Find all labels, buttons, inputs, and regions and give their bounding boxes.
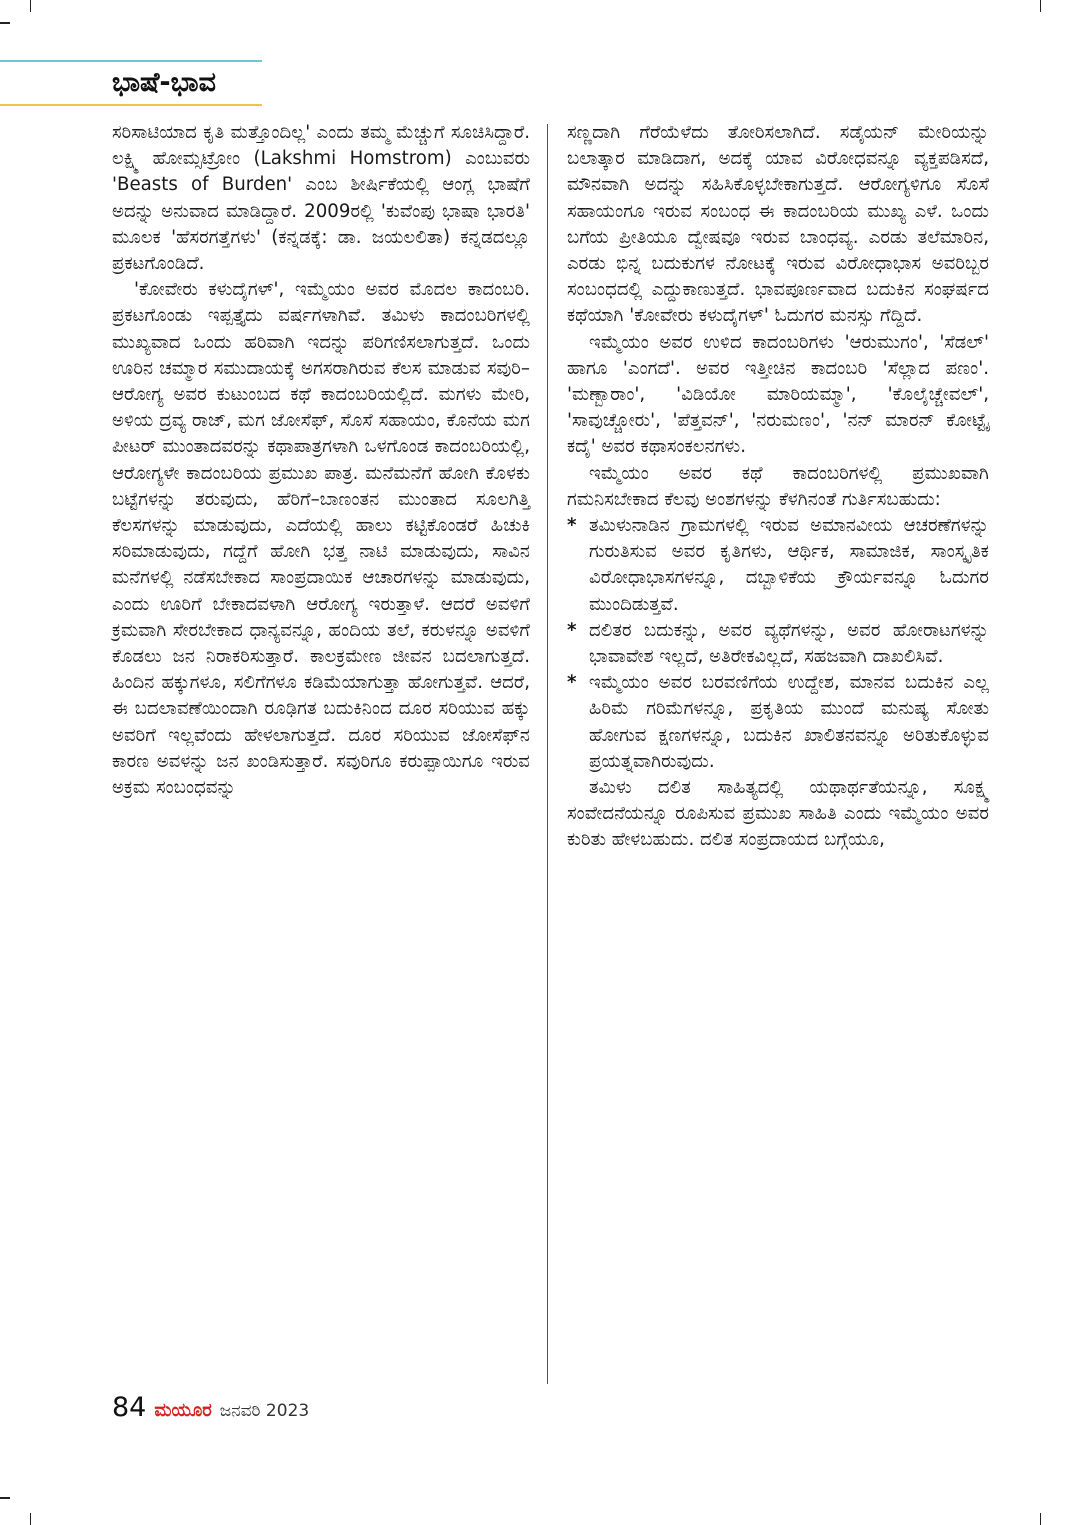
right-column xyxy=(567,120,989,854)
left-column xyxy=(112,120,530,801)
header-rule-bottom xyxy=(0,104,262,106)
page-number: 84 xyxy=(112,1392,147,1423)
crop-mark xyxy=(1040,1513,1041,1525)
crop-mark xyxy=(30,1513,31,1525)
right-paragraph-2: ಇಮ್ಮೆಯಂ ಅವರ ಉಳಿದ ಕಾದಂಬರಿಗಳು 'ಆರುಮುಗಂ', 'ಸೆಡಲ್' ಹಾಗೂ 'ಎಂಗದೆ'. ಅವರ ಇತ್ತೀಚಿನ ಕಾದಂಬರಿ 'ಸೆಲ್ಲಾದ ಪಣಂ'. 'ಮಣ್ಬಾರಾಂ', 'ವಿಡಿಯೋ ಮಾರಿಯಮ್ಮಾ', 'ಕೊಲೈಚ್ಚೇವಲ್', 'ಸಾವುಚ್ಚೋರು', 'ಪೆತ್ತವನ್', 'ನರುಮಣಂ', 'ನನ್ ಮಾರನ್ ಕೋಟ್ಟೈ ಕದೈ' ಅವರ ಕಥಾಸಂಕಲನಗಳು. xyxy=(567,331,989,458)
left-paragraph-2: 'ಕೋವೇರು ಕಳುದೈಗಳ್', ಇಮ್ಮೆಯಂ ಅವರ ಮೊದಲ ಕಾದಂಬರಿ. ಪ್ರಕಟಗೊಂಡು ಇಪ್ಪತ್ತೈದು ವರ್ಷಗಳಾಗಿವೆ. ತಮಿಳು ಕಾದಂಬರಿಗಳಲ್ಲಿ ಮುಖ್ಯವಾದ ಒಂದು ಹರಿವಾಗಿ ಇದನ್ನು ಪರಿಗಣಿಸಲಾಗುತ್ತದೆ. ಒಂದು ಊರಿನ ಚಮ್ಮಾರ ಸಮುದಾಯಕ್ಕೆ ಅಗಸರಾಗಿರುವ ಕೆಲಸ ಮಾಡುವ ಸವುರಿ–ಆರೋಗ್ಯ ಅವರ ಕುಟುಂಬದ ಕಥೆ ಕಾದಂಬರಿಯಲ್ಲಿದೆ. ಮಗಳು ಮೇರಿ, ಅಳಿಯ ದ್ರವ್ಯ ರಾಜ್, ಮಗ ಜೋಸೆಫ್, ಸೊಸೆ ಸಹಾಯಂ, ಕೊನೆಯ ಮಗ ಪೀಟರ್ ಮುಂತಾದವರನ್ನು ಕಥಾಪಾತ್ರಗಳಾಗಿ ಒಳಗೊಂಡ ಕಾದಂಬರಿಯಲ್ಲಿ, ಆರೋಗ್ಯಳೇ ಕಾದಂಬರಿಯ ಪ್ರಮುಖ ಪಾತ್ರ. ಮನೆಮನೆಗೆ ಹೋಗಿ ಕೊಳಕು ಬಟ್ಟೆಗಳನ್ನು ತರುವುದು, ಹೆರಿಗೆ–ಬಾಣಂತನ ಮುಂತಾದ ಸೂಲಗಿತ್ತಿ ಕೆಲಸಗಳನ್ನು ಮಾಡುವುದು, ಎದೆಯಲ್ಲಿ ಹಾಲು ಕಟ್ಟಿಕೊಂಡರೆ ಹಿಚುಕಿ ಸರಿಮಾಡುವುದು, ಗದ್ದೆಗೆ ಹೋಗಿ ಭತ್ತ ನಾಟಿ ಮಾಡುವುದು, ಸಾವಿನ ಮನೆಗಳಲ್ಲಿ ನಡೆಸಬೇಕಾದ ಸಾಂಪ್ರದಾಯಿಕ ಆಚಾರಗಳನ್ನು ಮಾಡುವುದು, ಎಂದು ಊರಿಗೆ ಬೇಕಾದವಳಾಗಿ ಆರೋಗ್ಯ ಇರುತ್ತಾಳೆ. ಆದರೆ ಅವಳಿಗೆ ಕ್ರಮವಾಗಿ ಸೇರಬೇಕಾದ ಧಾನ್ಯವನ್ನೂ, ಹಂದಿಯ ತಲೆ, ಕರುಳನ್ನೂ ಅವಳಿಗೆ ಕೊಡಲು ಜನ ನಿರಾಕರಿಸುತ್ತಾರೆ. ಕಾಲಕ್ರಮೇಣ ಜೀವನ ಬದಲಾಗುತ್ತದೆ. ಹಿಂದಿನ ಹಕ್ಕುಗಳೂ, ಸಲಿಗೆಗಳೂ ಕಡಿಮೆಯಾಗುತ್ತಾ ಹೋಗುತ್ತವೆ. ಆದರೆ, ಈ ಬದಲಾವಣೆಯಿಂದಾಗಿ ರೂಢಿಗತ ಬದುಕಿನಿಂದ ದೂರ ಸರಿಯುವ ಹಕ್ಕು ಅವರಿಗೆ ಇಲ್ಲವೆಂದು ಹೇಳಲಾಗುತ್ತದೆ. ದೂರ ಸರಿಯುವ ಜೋಸೆಫ್‌ನ ಕಾರಣ ಅವಳನ್ನು ಜನ ಖಂಡಿಸುತ್ತಾರೆ. ಸವುರಿಗೂ ಕರುಪ್ಪಾಯಿಗೂ ಇರುವ ಅಕ್ರಮ ಸಂಬಂಧವನ್ನು xyxy=(112,279,530,799)
bullet-marker: * xyxy=(567,672,577,694)
crop-mark xyxy=(0,1497,10,1499)
left-paragraph-1: ಸರಿಸಾಟಿಯಾದ ಕೃತಿ ಮತ್ತೊಂದಿಲ್ಲ' ಎಂದು ತಮ್ಮ ಮೆಚ್ಚುಗೆ ಸೂಚಿಸಿದ್ದಾರೆ. ಲಕ್ಷ್ಮಿ ಹೋಮ್ಸಟ್ರೋಂ (Lakshmi Homstrom) ಎಂಬುವರು 'Beasts of Burden' ಎಂಬ ಶೀರ್ಷಿಕೆಯಲ್ಲಿ ಆಂಗ್ಲ ಭಾಷೆಗೆ ಅದನ್ನು ಅನುವಾದ ಮಾಡಿದ್ದಾರೆ. 2009ರಲ್ಲಿ 'ಕುವೆಂಪು ಭಾಷಾ ಭಾರತಿ' ಮೂಲಕ 'ಹೆಸರಗತ್ತೆಗಳು' (ಕನ್ನಡಕ್ಕೆ: ಡಾ. ಜಯಲಲಿತಾ) ಕನ್ನಡದಲ್ಲೂ ಪ್ರಕಟಗೊಂಡಿದೆ. xyxy=(112,122,530,275)
bullet-item xyxy=(567,618,989,670)
bullet-marker: * xyxy=(567,619,577,641)
bullet-list xyxy=(567,513,989,775)
issue-date: ಜನವರಿ 2023 xyxy=(219,1401,310,1421)
magazine-name: ಮಯೂರ xyxy=(154,1400,212,1421)
section-title: ಭಾಷೆ-ಭಾವ xyxy=(112,67,216,98)
bullet-marker: * xyxy=(567,515,577,537)
bullet-text: ತಮಿಳುನಾಡಿನ ಗ್ರಾಮಗಳಲ್ಲಿ ಇರುವ ಅಮಾನವೀಯ ಆಚರಣೆಗಳನ್ನು ಗುರುತಿಸುವ ಅವರ ಕೃತಿಗಳು, ಆರ್ಥಿಕ, ಸಾಮಾಜಿಕ, ಸಾಂಸ್ಕೃತಿಕ ವಿರೋಧಾಭಾಸಗಳನ್ನೂ, ದಬ್ಬಾಳಿಕೆಯ ಕ್ರೌರ್ಯವನ್ನೂ ಓದುಗರ ಮುಂದಿಡುತ್ತವೆ. xyxy=(589,515,989,615)
right-paragraph-1: ಸಣ್ಣದಾಗಿ ಗೆರೆಯೆಳೆದು ತೋರಿಸಲಾಗಿದೆ. ಸಡೈಯನ್ ಮೇರಿಯನ್ನು ಬಲಾತ್ಕಾರ ಮಾಡಿದಾಗ, ಅದಕ್ಕೆ ಯಾವ ವಿರೋಧವನ್ನೂ ವ್ಯಕ್ತಪಡಿಸದೆ, ಮೌನವಾಗಿ ಅದನ್ನು ಸಹಿಸಿಕೊಳ್ಳಬೇಕಾಗುತ್ತದೆ. ಆರೋಗ್ಯಳಿಗೂ ಸೊಸೆ ಸಹಾಯಂಗೂ ಇರುವ ಸಂಬಂಧ ಈ ಕಾದಂಬರಿಯ ಮುಖ್ಯ ಎಳೆ. ಒಂದು ಬಗೆಯ ಪ್ರೀತಿಯೂ ದ್ವೇಷವೂ ಇರುವ ಬಾಂಧವ್ಯ. ಎರಡು ತಲೆಮಾರಿನ, ಎರಡು ಭಿನ್ನ ಬದುಕುಗಳ ನೋಟಕ್ಕೆ ಇರುವ ವಿರೋಧಾಭಾಸ ಅವರಿಬ್ಬರ ಸಂಬಂಧದಲ್ಲಿ ಎದ್ದುಕಾಣುತ್ತದೆ. ಭಾವಪೂರ್ಣವಾದ ಬದುಕಿನ ಸಂಘರ್ಷದ ಕಥೆಯಾಗಿ 'ಕೋವೇರು ಕಳುದೈಗಳ್' ಓದುಗರ ಮನಸ್ಸು ಗೆದ್ದಿದೆ. xyxy=(567,122,989,327)
page-footer xyxy=(112,1392,309,1428)
column-divider xyxy=(547,124,548,1384)
header-rule-top xyxy=(0,60,262,62)
crop-mark xyxy=(1040,0,1041,12)
crop-mark xyxy=(30,0,31,12)
right-paragraph-4: ತಮಿಳು ದಲಿತ ಸಾಹಿತ್ಯದಲ್ಲಿ ಯಥಾರ್ಥತೆಯನ್ನೂ, ಸೂಕ್ಷ್ಮ ಸಂವೇದನೆಯನ್ನೂ ರೂಪಿಸುವ ಪ್ರಮುಖ ಸಾಹಿತಿ ಎಂದು ಇಮ್ಮೆಯಂ ಅವರ ಕುರಿತು ಹೇಳಬಹುದು. ದಲಿತ ಸಂಪ್ರದಾಯದ ಬಗ್ಗೆಯೂ, xyxy=(567,777,989,851)
bullet-text: ದಲಿತರ ಬದುಕನ್ನು, ಅವರ ವ್ಯಥೆಗಳನ್ನು, ಅವರ ಹೋರಾಟಗಳನ್ನು ಭಾವಾವೇಶ ಇಲ್ಲದೆ, ಅತಿರೇಕವಿಲ್ಲದೆ, ಸಹಜವಾಗಿ ದಾಖಲಿಸಿವೆ. xyxy=(589,619,989,668)
bullet-item xyxy=(567,670,989,775)
bullet-item xyxy=(567,513,989,618)
crop-mark xyxy=(0,22,10,24)
right-paragraph-3: ಇಮ್ಮೆಯಂ ಅವರ ಕಥೆ ಕಾದಂಬರಿಗಳಲ್ಲಿ ಪ್ರಮುಖವಾಗಿ ಗಮನಿಸಬೇಕಾದ ಕೆಲವು ಅಂಶಗಳನ್ನು ಕೆಳಗಿನಂತೆ ಗುರ್ತಿಸಬಹುದು: xyxy=(567,462,989,510)
bullet-text: ಇಮ್ಮೆಯಂ ಅವರ ಬರವಣಿಗೆಯ ಉದ್ದೇಶ, ಮಾನವ ಬದುಕಿನ ಎಲ್ಲ ಹಿರಿಮೆ ಗರಿಮೆಗಳನ್ನೂ, ಪ್ರಕೃತಿಯ ಮುಂದೆ ಮನುಷ್ಯ ಸೋತು ಹೋಗುವ ಕ್ಷಣಗಳನ್ನೂ, ಬದುಕಿನ ಖಾಲಿತನವನ್ನೂ ಅರಿತುಕೊಳ್ಳುವ ಪ್ರಯತ್ನವಾಗಿರುವುದು. xyxy=(589,672,989,772)
